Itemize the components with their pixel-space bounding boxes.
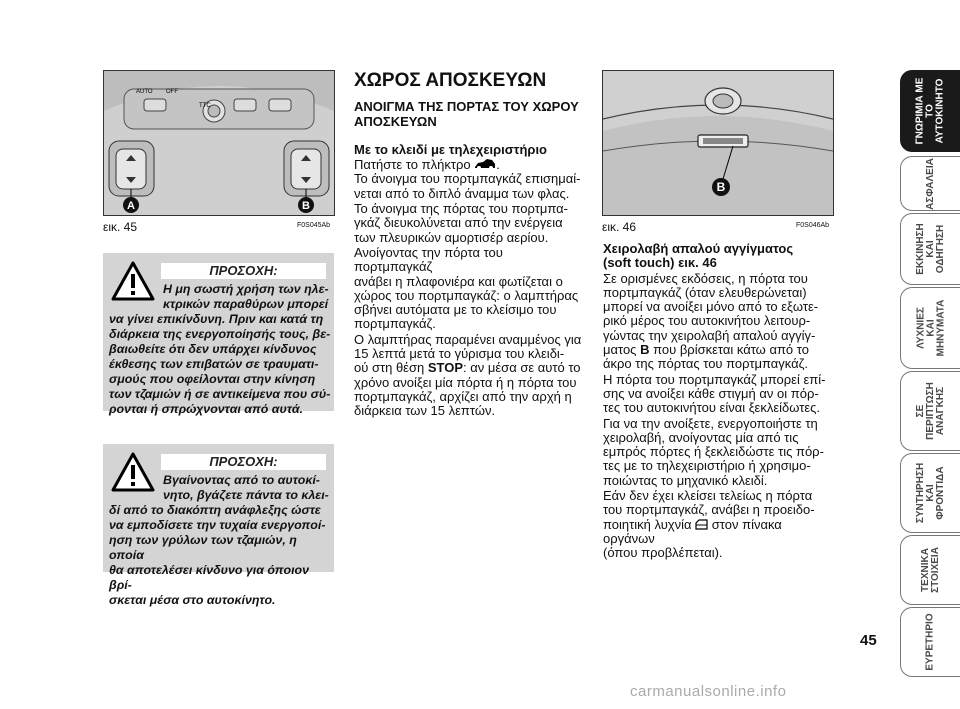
warning-2-line: δί από το διακόπτη ανάφλεξης ώστε — [109, 503, 321, 517]
figure-45-caption: εικ. 45 — [103, 220, 138, 234]
figure-46-illustration — [603, 71, 833, 215]
warning-2-line: θα αποτελέσει κίνδυνο για όποιον βρί- — [109, 563, 309, 592]
text-line: Ο λαμπτήρας παραμένει αναμμένος για — [354, 331, 582, 347]
tab-getting-to-know[interactable] — [900, 70, 960, 152]
paragraph-4 — [603, 489, 833, 560]
figure-45-illustration — [104, 71, 334, 215]
warning-1-line: έκθεσης των επιβατών σε τραυματι- — [109, 357, 319, 371]
paragraph-2 — [354, 202, 584, 245]
right-column — [603, 242, 833, 561]
text-line: 15 λεπτά μετά το γύρισμα του κλειδι- — [354, 346, 565, 362]
text-fragment: ποιητική λυχνία — [603, 516, 692, 532]
tab-label: ΑΣΦΑΛΕΙΑ — [924, 157, 936, 210]
subtitle-line: ΑΝΟΙΓΜΑ ΤΗΣ ΠΟΡΤΑΣ ΤΟΥ ΧΩΡΟΥ — [354, 99, 579, 115]
tab-label: ΣΕ ΠΕΡΙΠΤΩΣΗ ΑΝΑΓΚΗΣ — [914, 382, 946, 440]
warning-triangle-icon — [111, 261, 155, 301]
text-line: Για να την ανοίξετε, ενεργοποιήστε τη — [603, 415, 818, 431]
tab-emergency[interactable] — [900, 371, 960, 451]
figure-45-window-switches — [103, 70, 335, 216]
text-line: Το άνοιγμα του πορτμπαγκάζ επισημαί- — [354, 171, 581, 187]
section-heading: Χειρολαβή απαλού αγγίγματος — [603, 241, 794, 256]
tab-label: ΕΚΚΙΝΗΣΗ ΚΑΙ ΟΔΗΓΗΣΗ — [915, 223, 946, 275]
warning-box-2 — [103, 444, 334, 607]
warning-2-header: ΠΡΟΣΟΧΗ: — [161, 454, 326, 470]
middle-column: ΧΩΡΟΣ ΑΠΟΣΚΕΥΩΝ ΑΝΟΙΓΜΑ ΤΗΣ ΠΟΡΤΑΣ ΤΟΥ ΧΩΡΟΥ ΑΠΟΣΚΕΥΩΝ Με το κλειδί με τηλεχειριστήριο Πατήστε το πλήκτρο . Το άνοιγμα του πορτμπαγκάζ επισημαί- νεται από το διπλό άναμμα των φλας. Το άνοιγμα της πόρτας του πορτμπα- γκάζ διευκολύνεται από την ενέργεια των πλευρικών αμορτισέρ αερίου. Ανοίγοντας την πόρτα του πορτμπαγκάζ ανάβει η πλαφονιέρα και φωτίζεται ο χώρος του πορτμπαγκάζ: ο λαμπτήρας σβήνει αυτόματα με το κλείσιμο του πορτμπαγκάζ. Ο λαμπτήρας παραμένει αναμμένος για 15 λεπτά μετά το γύρισμα του κλειδι- ού στη θέση STOP: αν μέσα σε αυτό το χρόνο ανοίξει μία πόρτα ή η πόρτα του πορτμπαγκάζ, αρχίζει από την αρχή η διάρκεια των 15 λεπτών. — [354, 74, 584, 419]
section-heading: (soft touch) εικ. 46 — [603, 255, 717, 271]
paragraph-3 — [354, 246, 584, 332]
handle-reference: B — [640, 342, 650, 358]
text-line — [603, 518, 833, 547]
tab-label: ΕΥΡΕΤΗΡΙΟ — [925, 613, 936, 671]
text-line: Σε ορισμένες εκδόσεις, η πόρτα του — [603, 270, 808, 286]
tab-starting-driving[interactable] — [900, 213, 960, 285]
paragraph-3 — [603, 417, 833, 488]
text-line: Ανοίγοντας την πόρτα του πορτμπαγκάζ — [354, 244, 503, 275]
text-line — [603, 343, 833, 357]
text-line: των πλευρικών αμορτισέρ αερίου. — [354, 229, 549, 245]
tab-label: ΣΥΝΤΗΡΗΣΗ ΚΑΙ ΦΡΟΝΤΙΔΑ — [915, 462, 946, 524]
text-line: σης να ανοίξει κάθε στιγμή αν οι πόρ- — [603, 385, 819, 401]
figure-46-tailgate-handle — [602, 70, 834, 216]
panel-label-off: OFF — [166, 89, 178, 95]
warning-1-line: ρονται ή σπρώχνονται από αυτά. — [109, 402, 304, 416]
paragraph-1 — [354, 172, 584, 201]
text-line: ανάβει η πλαφονιέρα και φωτίζεται ο — [354, 273, 563, 289]
watermark: carmanualsonline.info — [630, 683, 787, 700]
panel-label-ttc: TTC — [199, 103, 211, 109]
text-line: Η πόρτα του πορτμπαγκάζ μπορεί επί- — [603, 371, 826, 387]
stop-position-label: STOP — [427, 360, 464, 376]
text-line: ρικό μέρος του αυτοκινήτου λειτουρ- — [603, 313, 811, 329]
boot-open-warning-icon — [695, 519, 708, 530]
tab-technical-data[interactable] — [900, 535, 960, 605]
text-line: χειρολαβή, ανοίγοντας μία από τις — [603, 429, 799, 445]
text-line: μπορεί να ανοίξει μόνο από το εξωτε- — [603, 299, 819, 315]
warning-1-line: σμούς που οφείλονται στην κίνηση — [109, 372, 316, 386]
text-line: χώρος του πορτμπαγκάζ: ο λαμπτήρας — [354, 287, 579, 303]
tab-safety[interactable] — [900, 156, 960, 211]
warning-1-line: των τζαμιών ή σε αντικείμενα που σύ- — [109, 387, 331, 401]
text-line: σβήνει αυτόματα με το κλείσιμο του — [354, 302, 557, 318]
text-fragment: στον πίνακα οργάνων — [603, 516, 782, 546]
marker-b: B — [716, 180, 726, 194]
page-number: 45 — [860, 632, 877, 649]
tab-lights-messages[interactable] — [900, 287, 960, 369]
text-line: διάρκεια των 15 λεπτών. — [354, 403, 496, 419]
press-line: Πατήστε το πλήκτρο — [354, 157, 471, 173]
text-line: χρόνο ανοίξει μία πόρτα ή η πόρτα του — [354, 374, 577, 390]
marker-b: B — [302, 200, 310, 212]
text-line — [354, 361, 584, 375]
text-line: τες με το τηλεχειριστήριο ή χρησιμο- — [603, 458, 811, 474]
figure-45-code: F0S045Ab — [297, 222, 331, 229]
paragraph-2 — [603, 373, 833, 416]
tab-index[interactable] — [900, 607, 960, 677]
warning-box-1 — [103, 253, 334, 416]
warning-2-line: σκεται μέσα στο αυτοκίνητο. — [109, 593, 276, 607]
tab-label: ΓΝΩΡΙΜΙΑ ΜΕ ΤΟ ΑΥΤΟΚΙΝΗΤΟ — [914, 77, 945, 145]
text-line: πορτμπαγκάζ (όταν ελευθερώνεται) — [603, 284, 807, 300]
warning-1-header: ΠΡΟΣΟΧΗ: — [161, 263, 326, 279]
warning-1-line: κτρικών παραθύρων μπορεί — [163, 297, 329, 311]
text-line: του πορτμπαγκάζ, ανάβει η προειδο- — [603, 502, 815, 518]
paragraph-1 — [603, 272, 833, 372]
text-line: γκάζ διευκολύνεται από την ενέργεια — [354, 215, 563, 231]
marker-a: A — [127, 200, 135, 212]
text-line: πορτμπαγκάζ, αρχίζει από την αρχή η — [354, 388, 572, 404]
text-line: Το άνοιγμα της πόρτας του πορτμπα- — [354, 201, 568, 217]
paragraph-4 — [354, 333, 584, 419]
figure-46-code: F0S046Ab — [796, 222, 830, 229]
warning-2-line: νητο, βγάζετε πάντα το κλει- — [163, 488, 329, 502]
text-line: άκρο της πόρτας του πορτμπαγκάζ. — [603, 356, 809, 372]
tab-maintenance[interactable] — [900, 453, 960, 533]
subtitle-line: ΑΠΟΣΚΕΥΩΝ — [354, 113, 437, 129]
figure-46-caption: εικ. 46 — [602, 220, 637, 234]
text-line: τες του αυτοκινήτου είναι ξεκλείδωτες. — [603, 400, 821, 416]
warning-1-line: να γίνει επικίνδυνη. Πριν και κατά τη — [109, 312, 324, 326]
text-fragment: που βρίσκεται κάτω από το — [653, 342, 809, 358]
panel-label-auto: AUTO — [136, 89, 153, 95]
warning-triangle-icon — [111, 452, 155, 492]
text-line: γώντας την χειρολαβή απαλού αγγίγ- — [603, 327, 816, 343]
trunk-key-icon — [474, 158, 496, 170]
section-heading: Με το κλειδί με τηλεχειριστήριο — [354, 141, 548, 157]
text-fragment: ού στη θέση — [354, 360, 425, 376]
warning-1-line: βαιωθείτε ότι δεν υπάρχει κίνδυνος — [109, 342, 317, 356]
tab-label: ΤΕΧΝΙΚΑ ΣΤΟΙΧΕΙΑ — [919, 547, 941, 593]
warning-2-line: ηση των γρύλων των τζαμιών, η οποία — [109, 533, 297, 562]
warning-2-line: Βγαίνοντας από το αυτοκί- — [163, 473, 320, 487]
warning-1-line: διάρκεια της ενεργοποίησής τους, βε- — [109, 327, 331, 341]
text-line: εμπρός πόρτες ή ξεκλειδώστε τις πόρ- — [603, 444, 824, 460]
warning-2-line: να εμποδίσετε την τυχαία ενεργοποί- — [109, 518, 326, 532]
page-title: ΧΩΡΟΣ ΑΠΟΣΚΕΥΩΝ — [354, 70, 547, 91]
text-line: ποιώντας το μηχανικό κλειδί. — [603, 472, 768, 488]
tab-label: ΛΥΧΝΙΕΣ ΚΑΙ ΜΗΝΥΜΑΤΑ — [914, 299, 946, 357]
warning-1-line: Η μη σωστή χρήση των ηλε- — [163, 282, 329, 296]
text-line: πορτμπαγκάζ. — [354, 316, 436, 332]
text-line: (όπου προβλέπεται). — [603, 545, 723, 561]
text-fragment: ματος — [603, 342, 637, 358]
text-line: Εάν δεν έχει κλείσει τελείως η πόρτα — [603, 488, 813, 504]
text-line: νεται από το διπλό άναμμα των φλας. — [354, 185, 570, 201]
text-fragment: : αν μέσα σε αυτό το — [463, 360, 581, 376]
